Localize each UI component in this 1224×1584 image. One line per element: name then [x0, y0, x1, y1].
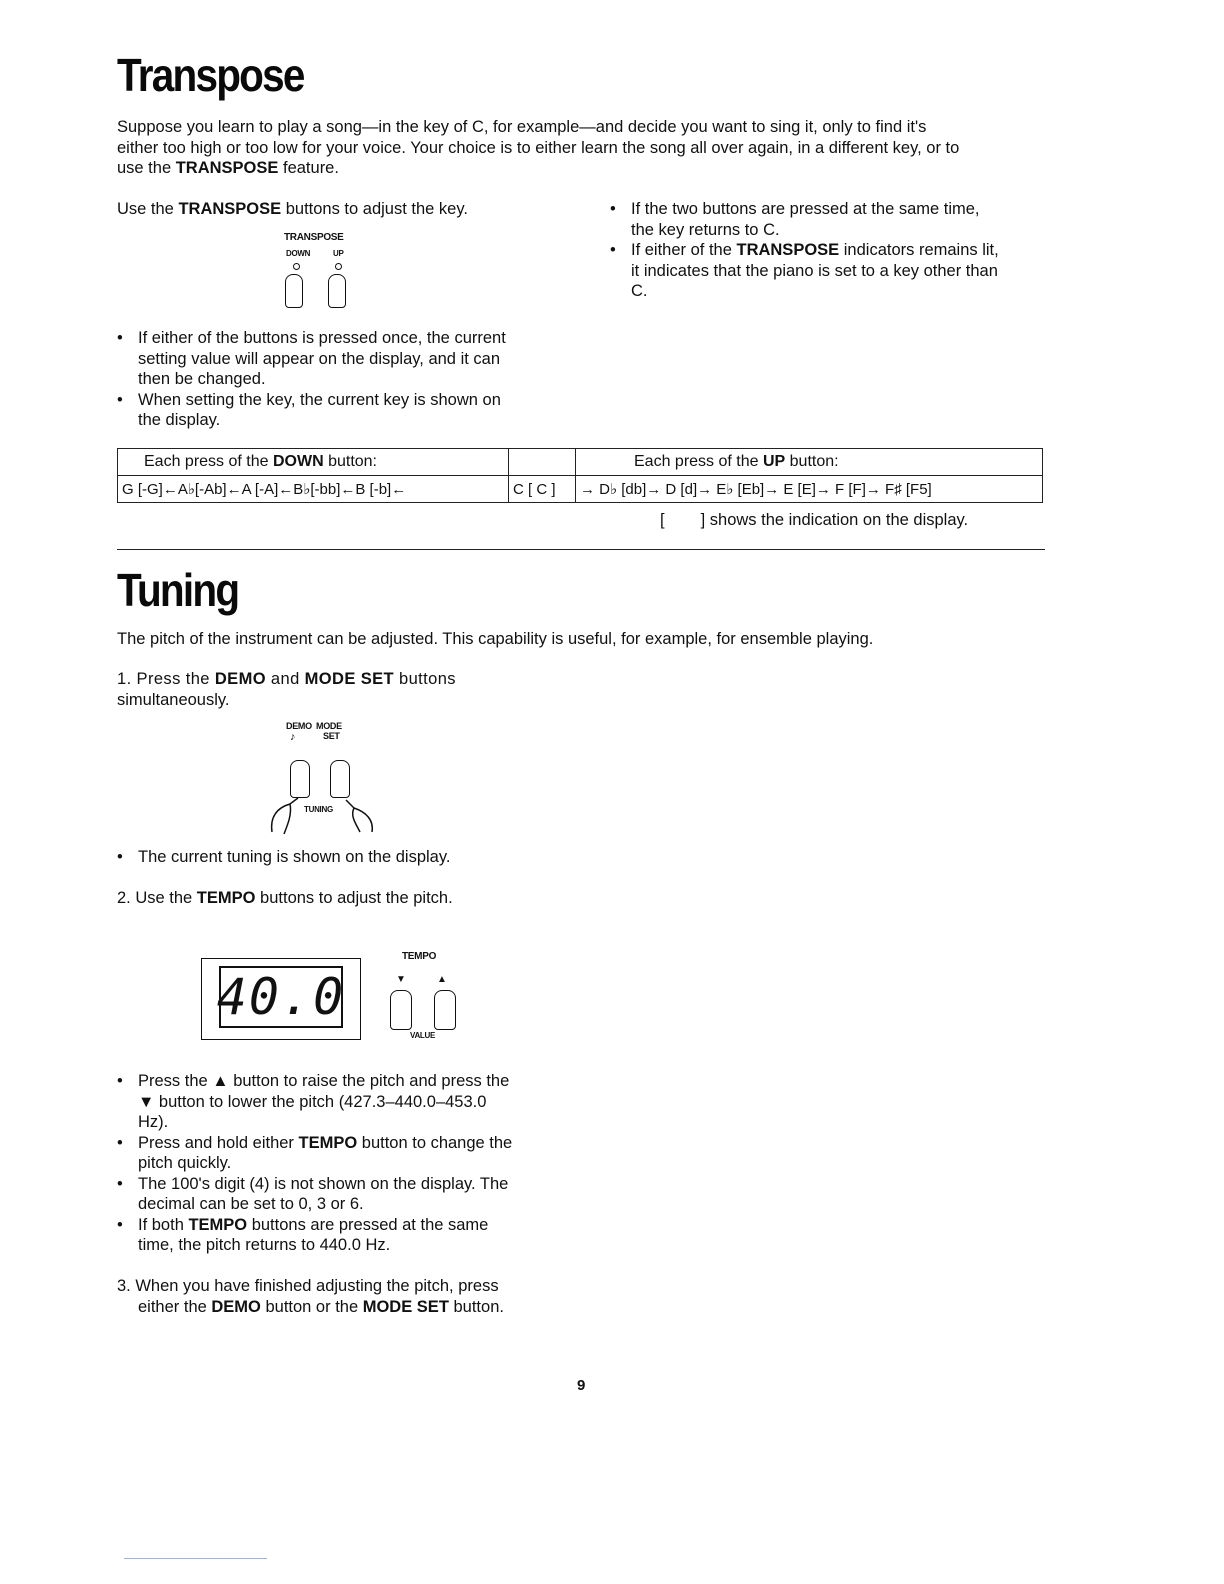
down-indicator-icon [293, 263, 300, 270]
bullet-icon: • [117, 329, 123, 347]
transpose-right-bullets [610, 199, 1050, 302]
transpose-up-button[interactable] [328, 274, 346, 308]
tuning-bullets [117, 1071, 557, 1256]
mode-label: MODE [316, 721, 342, 731]
center-key-cell: C [ C ] [509, 476, 576, 503]
list-item: • If both TEMPO buttons are pressed at the same time, the pitch returns to 440.0 Hz. [117, 1215, 489, 1254]
list-item: • When setting the key, the current key is shown on the display. [117, 390, 501, 429]
bullet-icon: • [610, 241, 616, 259]
table-row [118, 449, 1043, 476]
set-label: SET [323, 731, 340, 741]
bullet-icon: • [117, 1215, 123, 1234]
tuning-heading: Tuning [117, 564, 239, 616]
bullet-icon: • [117, 848, 123, 866]
up-sequence-cell: → D♭ [db]→ D [d]→ E♭ [Eb]→ E [E]→ F [F]→ F♯ [F5] [576, 476, 1043, 503]
up-indicator-icon [335, 263, 342, 270]
tuning-step-2: 2. Use the TEMPO buttons to adjust the pitch. [117, 889, 453, 907]
demo-mode-diagram [262, 718, 382, 836]
pitch-display: 40.0 [216, 968, 346, 1026]
transpose-heading: Transpose [117, 49, 304, 101]
tempo-up-button[interactable] [434, 990, 456, 1030]
up-triangle-icon: ▲ [437, 974, 447, 985]
down-label: DOWN [286, 249, 311, 258]
tuning-step-1: 1. Press the DEMO and MODE SET buttons simultaneously. [117, 670, 456, 709]
tempo-label: TEMPO [402, 951, 437, 962]
transpose-use-text: Use the TRANSPOSE buttons to adjust the key. [117, 200, 468, 218]
list-item: • Press the ▲ button to raise the pitch and press the ▼ button to lower the pitch (427.3–440.0–453.0 Hz). [117, 1072, 510, 1131]
bullet-icon: • [610, 200, 616, 218]
bullet-icon: • [117, 1072, 123, 1090]
transpose-intro-line-1: Suppose you learn to play a song—in the key of C, for example—and decide you want to sing it, only to find it's [117, 118, 927, 136]
section-divider [117, 549, 1045, 550]
list-item: • The 100's digit (4) is not shown on the display. The decimal can be set to 0, 3 or 6. [117, 1174, 509, 1213]
table-row [118, 476, 1043, 503]
value-label: VALUE [410, 1031, 436, 1040]
table-note: [ ] shows the indication on the display. [660, 511, 969, 529]
note-icon: ♪ [290, 731, 296, 743]
footer-rule [124, 1558, 267, 1559]
list-item: • If either of the buttons is pressed once, the current setting value will appear on the display, and it can then be changed. [117, 329, 506, 388]
down-sequence-cell: G [-G]←A♭[-Ab]←A [-A]←B♭[-bb]←B [-b]← [118, 476, 509, 503]
page-number: 9 [577, 1377, 586, 1394]
bullet-icon: • [117, 1133, 123, 1152]
list-item: • The current tuning is shown on the display. [117, 848, 451, 866]
transpose-left-bullets [117, 328, 557, 431]
up-header-cell: Each press of the UP button: [576, 449, 1043, 476]
transpose-key-table [117, 448, 1043, 503]
bullet-icon: • [117, 390, 123, 409]
list-item: • If either of the TRANSPOSE indicators remains lit, it indicates that the piano is set to a key other than C. [610, 241, 999, 300]
bullet-icon: • [117, 1174, 123, 1193]
transpose-intro [117, 117, 1057, 179]
tempo-down-button[interactable] [390, 990, 412, 1030]
transpose-down-button[interactable] [285, 274, 303, 308]
up-label: UP [333, 249, 344, 258]
transpose-panel-diagram [280, 230, 360, 315]
transpose-panel-label: TRANSPOSE [284, 232, 344, 243]
tuning-label: TUNING [304, 805, 333, 814]
center-header-cell [509, 449, 576, 476]
list-item: • Press and hold either TEMPO button to change the pitch quickly. [117, 1133, 513, 1172]
tuning-step-3: 3. When you have finished adjusting the pitch, press either the DEMO button or the MODE SET button. [117, 1277, 504, 1316]
list-item: • If the two buttons are pressed at the same time, the key returns to C. [610, 200, 980, 239]
demo-label: DEMO [286, 721, 312, 731]
down-header-cell: Each press of the DOWN button: [118, 449, 509, 476]
transpose-intro-line-2: either too high or too low for your voice. Your choice is to either learn the song all over again, in a different key, or to [117, 138, 960, 157]
transpose-intro-line-3: use the TRANSPOSE feature. [117, 159, 339, 177]
pressing-fingers-icon [262, 778, 382, 836]
down-triangle-icon: ▼ [396, 974, 406, 985]
tuning-intro: The pitch of the instrument can be adjusted. This capability is useful, for example, for ensemble playing. [117, 630, 874, 648]
